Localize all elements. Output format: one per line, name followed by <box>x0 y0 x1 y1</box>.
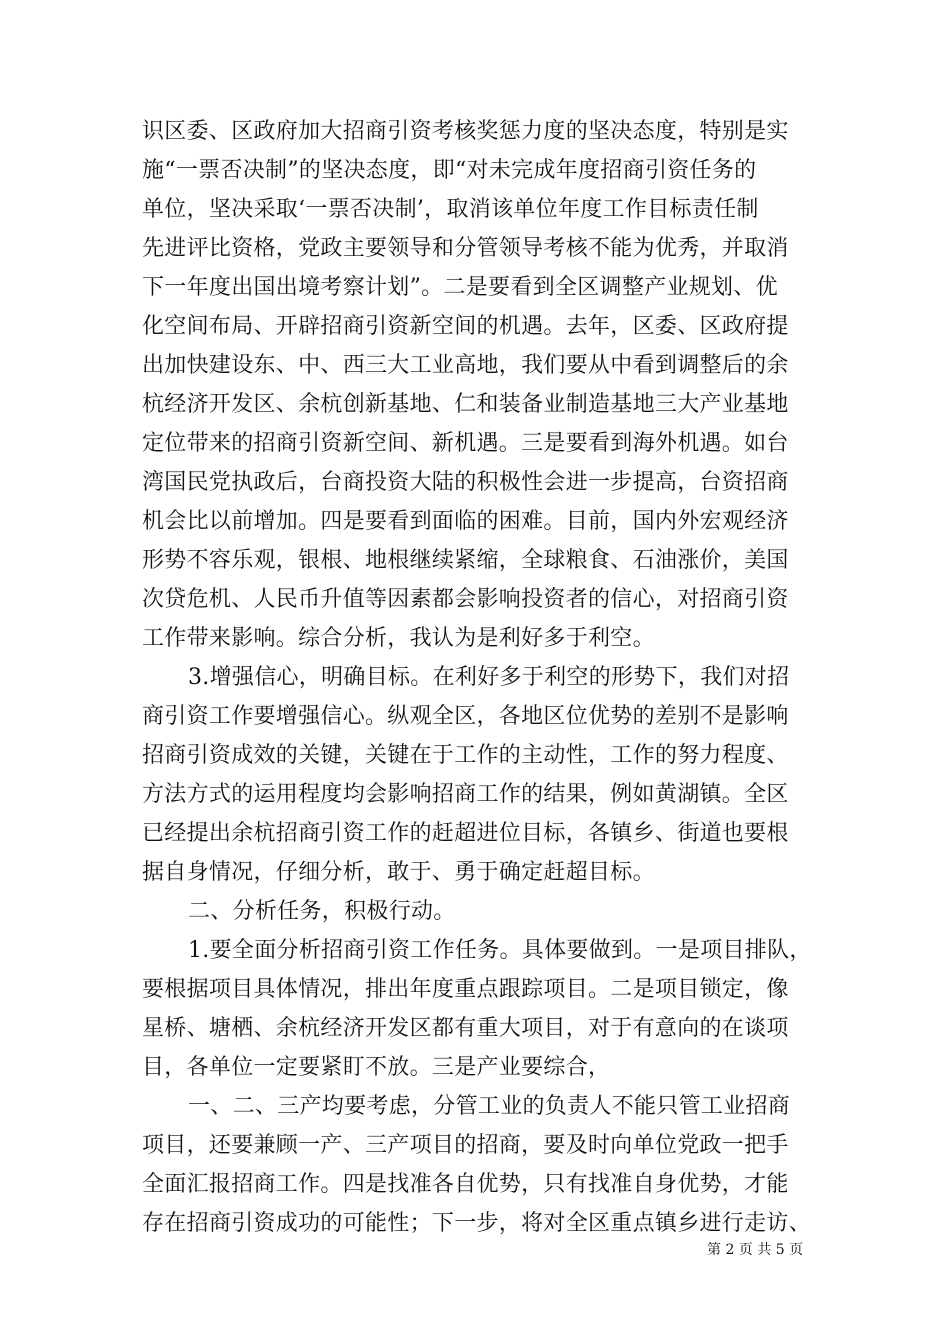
text-line: 施“一票否决制”的坚决态度，即“对未完成年度招商引资任务的 <box>142 158 757 183</box>
text-line: 3.增强信心，明确目标。在利好多于利空的形势下，我们对招 <box>188 665 790 690</box>
text-line: 单位，坚决采取‘一票否决制’，取消该单位年度工作目标责任制 <box>142 197 759 222</box>
text-line: 次贷危机、人民币升值等因素都会影响投资者的信心，对招商引资 <box>142 587 789 612</box>
text-line: 存在招商引资成功的可能性；下一步，将对全区重点镇乡进行走访、 <box>142 1211 812 1236</box>
text-line: 机会比以前增加。四是要看到面临的困难。目前，国内外宏观经济 <box>142 509 789 534</box>
text-line: 杭经济开发区、余杭创新基地、仁和装备业制造基地三大产业基地 <box>142 392 789 417</box>
text-line: 出加快建设东、中、西三大工业高地，我们要从中看到调整后的余 <box>142 353 789 378</box>
text-line: 湾国民党执政后，台商投资大陆的积极性会进一步提高，台资招商 <box>142 470 789 495</box>
text-line: 要根据项目具体情况，排出年度重点跟踪项目。二是项目锁定，像 <box>142 977 789 1002</box>
text-line: 招商引资成效的关键，关键在于工作的主动性，工作的努力程度、 <box>142 743 789 768</box>
text-line: 项目，还要兼顾一产、三产项目的招商，要及时向单位党政一把手 <box>142 1133 789 1158</box>
text-line: 先进评比资格，党政主要领导和分管领导考核不能为优秀，并取消 <box>142 236 789 261</box>
text-line: 方法方式的运用程度均会影响招商工作的结果，例如黄湖镇。全区 <box>142 782 789 807</box>
text-line: 二、分析任务，积极行动。 <box>188 899 456 924</box>
text-line: 据自身情况，仔细分析，敢于、勇于确定赶超目标。 <box>142 860 655 885</box>
page-number-footer: 第 2 页 共 5 页 <box>707 1242 804 1258</box>
text-line: 商引资工作要增强信心。纵观全区，各地区位优势的差别不是影响 <box>142 704 789 729</box>
text-line: 识区委、区政府加大招商引资考核奖惩力度的坚决态度，特别是实 <box>142 119 789 144</box>
text-line: 化空间布局、开辟招商引资新空间的机遇。去年，区委、区政府提 <box>142 314 789 339</box>
text-line: 全面汇报招商工作。四是找准各自优势，只有找准自身优势，才能 <box>142 1172 789 1197</box>
text-line: 1.要全面分析招商引资工作任务。具体要做到。一是项目排队， <box>188 938 812 963</box>
text-line: 目，各单位一定要紧盯不放。三是产业要综合， <box>142 1055 611 1080</box>
text-line: 已经提出余杭招商引资工作的赶超进位目标，各镇乡、街道也要根 <box>142 821 789 846</box>
text-line: 形势不容乐观，银根、地根继续紧缩，全球粮食、石油涨价，美国 <box>142 548 789 573</box>
text-line: 一、二、三产均要考虑，分管工业的负责人不能只管工业招商 <box>188 1094 791 1119</box>
text-line: 工作带来影响。综合分析，我认为是利好多于利空。 <box>142 626 655 651</box>
text-line: 星桥、塘栖、余杭经济开发区都有重大项目，对于有意向的在谈项 <box>142 1016 789 1041</box>
document-body <box>142 112 814 1243</box>
text-line: 定位带来的招商引资新空间、新机遇。三是要看到海外机遇。如台 <box>142 431 789 456</box>
text-line: 下一年度出国出境考察计划”。二是要看到全区调整产业规划、优 <box>142 275 778 300</box>
